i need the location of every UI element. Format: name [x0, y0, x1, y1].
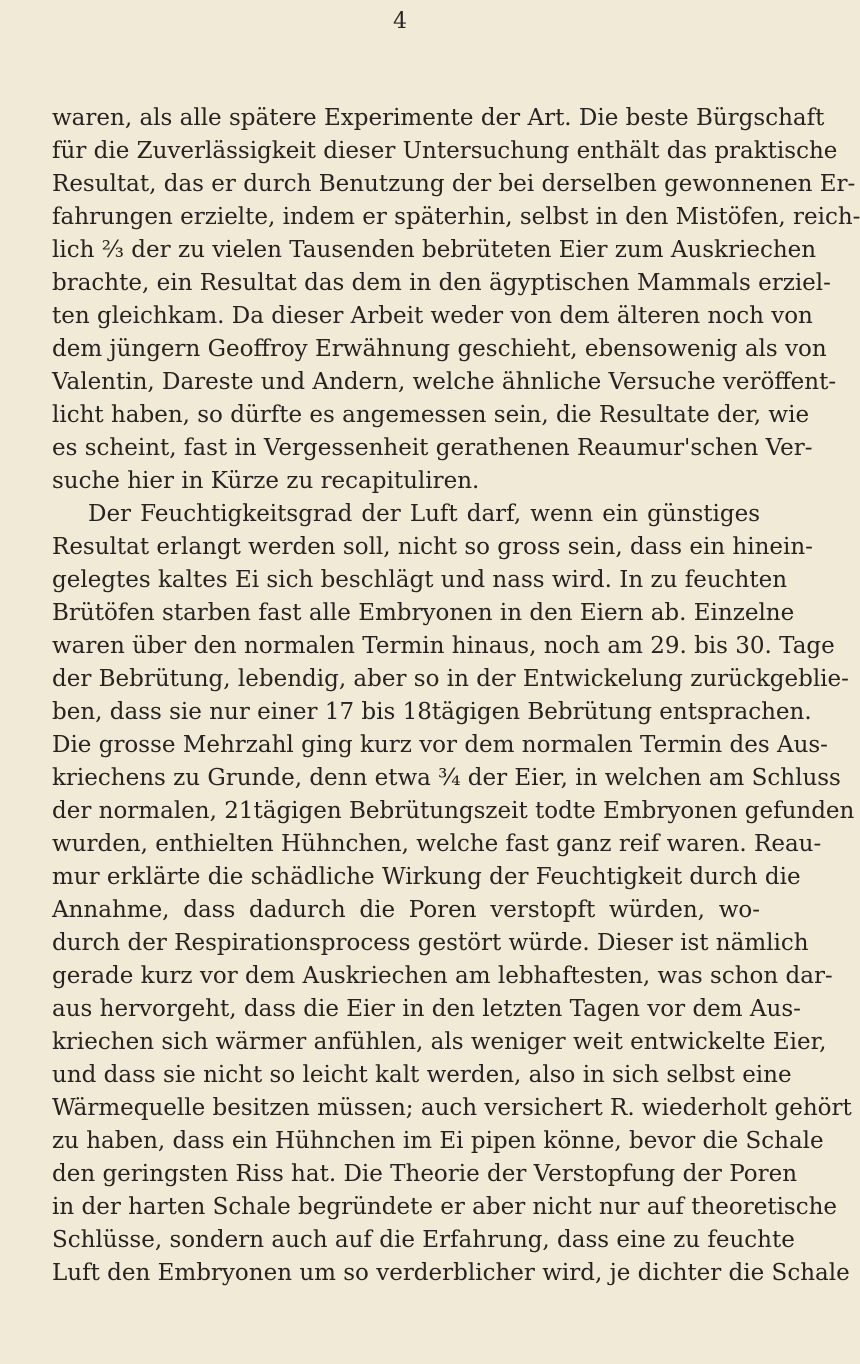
text-line: wurden, enthielten Hühnchen, welche fast ganz reif waren. Reau-: [52, 831, 822, 857]
text-line: licht haben, so dürfte es angemessen sein, die Resultate der, wie: [52, 402, 810, 428]
text-line: in der harten Schale begründete er aber nicht nur auf theoretische: [52, 1194, 838, 1220]
text-line: dem jüngern Geoffroy Erwähnung geschieht, ebensowenig als von: [52, 336, 827, 362]
text-line: Resultat, das er durch Benutzung der bei derselben gewonnenen Er-: [52, 171, 856, 197]
text-line: den geringsten Riss hat. Die Theorie der Verstopfung der Poren: [52, 1161, 798, 1187]
text-line: gelegtes kaltes Ei sich beschlägt und nass wird. In zu feuchten: [52, 567, 788, 593]
text-line: Valentin, Dareste und Andern, welche ähnliche Versuche veröffent-: [52, 369, 837, 395]
text-line: kriechens zu Grunde, denn etwa ³⁄₄ der Eier, in welchen am Schluss: [52, 765, 841, 791]
text-line: kriechen sich wärmer anfühlen, als weniger weit entwickelte Eier,: [52, 1029, 827, 1055]
text-line: Die grosse Mehrzahl ging kurz vor dem normalen Termin des Aus-: [52, 732, 828, 758]
text-line: es scheint, fast in Vergessenheit gerathenen Reaumur'schen Ver-: [52, 435, 813, 461]
text-line: Luft den Embryonen um so verderblicher wird, je dichter die Schale: [52, 1260, 850, 1286]
body-text: [52, 102, 860, 1290]
text-line: waren, als alle spätere Experimente der Art. Die beste Bürgschaft: [52, 105, 825, 131]
text-line: zu haben, dass ein Hühnchen im Ei pipen könne, bevor die Schale: [52, 1128, 824, 1154]
text-line: Der Feuchtigkeitsgrad der Luft darf, wenn ein günstiges: [88, 501, 760, 527]
text-line: lich ²⁄₃ der zu vielen Tausenden bebrüteten Eier zum Auskriechen: [52, 237, 817, 263]
text-line: suche hier in Kürze zu recapituliren.: [52, 468, 480, 494]
page-number: 4: [393, 9, 407, 34]
text-line: für die Zuverlässigkeit dieser Untersuchung enthält das praktische: [52, 138, 838, 164]
text-line: Wärmequelle besitzen müssen; auch versichert R. wiederholt gehört: [52, 1095, 852, 1121]
text-line: mur erklärte die schädliche Wirkung der Feuchtigkeit durch die: [52, 864, 801, 890]
text-line: waren über den normalen Termin hinaus, noch am 29. bis 30. Tage: [52, 633, 835, 659]
text-line: aus hervorgeht, dass die Eier in den letzten Tagen vor dem Aus-: [52, 996, 801, 1022]
text-line: der Bebrütung, lebendig, aber so in der Entwickelung zurückgeblie-: [52, 666, 849, 692]
text-line: Annahme, dass dadurch die Poren verstopft würden, wo-: [52, 897, 760, 923]
text-line: und dass sie nicht so leicht kalt werden, also in sich selbst eine: [52, 1062, 792, 1088]
text-line: gerade kurz vor dem Auskriechen am lebhaftesten, was schon dar-: [52, 963, 833, 989]
text-line: brachte, ein Resultat das dem in den ägyptischen Mammals erziel-: [52, 270, 831, 296]
text-line: durch der Respirationsprocess gestört würde. Dieser ist nämlich: [52, 930, 809, 956]
text-line: fahrungen erzielte, indem er späterhin, selbst in den Mistöfen, reich-: [52, 204, 860, 230]
text-line: Schlüsse, sondern auch auf die Erfahrung, dass eine zu feuchte: [52, 1227, 795, 1253]
text-line: ten gleichkam. Da dieser Arbeit weder von dem älteren noch von: [52, 303, 813, 329]
text-line: ben, dass sie nur einer 17 bis 18tägigen Bebrütung entsprachen.: [52, 699, 812, 725]
text-line: der normalen, 21tägigen Bebrütungszeit todte Embryonen gefunden: [52, 798, 855, 824]
text-line: Brütöfen starben fast alle Embryonen in den Eiern ab. Einzelne: [52, 600, 795, 626]
text-line: Resultat erlangt werden soll, nicht so gross sein, dass ein hinein-: [52, 534, 813, 560]
